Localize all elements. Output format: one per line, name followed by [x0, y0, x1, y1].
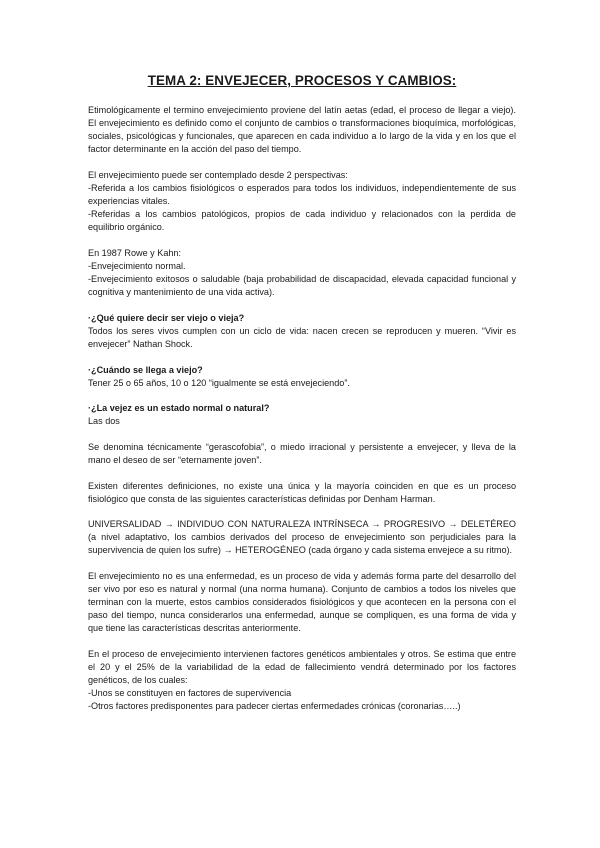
paragraph-intro: En el proceso de envejecimiento intervienen factores genéticos ambientales y otros. Se estima que entre el 20 y el 25% de la variabilidad de la edad de fallecimiento vendrá determinado por los factores genéticos, de los cuales:: [88, 649, 516, 686]
paragraph-text: UNIVERSALIDAD → INDIVIDUO CON NATURALEZA INTRÍNSECA → PROGRESIVO → DELETÉREO (a nivel adaptativo, los cambios derivados del proceso de envejecimiento son perjudiciales para la supervivencia de quien los sufre) → HETEROGÉNEO (cada órgano y cada sistema envejece a su ritmo).: [88, 519, 516, 556]
question-block-viejo: [88, 312, 516, 351]
question-heading: ·¿Qué quiere decir ser viejo o vieja?: [88, 312, 245, 323]
paragraph-definitions: [88, 480, 516, 506]
list-item: -Referidas a los cambios patológicos, propios de cada individuo y relacionados con la perdida de equilibrio orgánico.: [88, 209, 516, 233]
paragraph-intro: En 1987 Rowe y Kahn:: [88, 247, 182, 258]
paragraph-text: Se denomina técnicamente “gerascofobia”, o miedo irracional y persistente a envejecer, y lleva de la mano el deseo de ser “eternamente joven”.: [88, 441, 516, 465]
list-item: -Envejecimiento exitosos o saludable (baja probabilidad de discapacidad, elevada capacidad funcional y cognitiva y mantenimiento de una vida activa).: [88, 274, 516, 298]
question-answer: Tener 25 o 65 años, 10 o 120 “igualmente se está envejeciendo”.: [88, 377, 350, 388]
question-block-vejez: [88, 402, 516, 428]
paragraph-text: Existen diferentes definiciones, no existe una única y la mayoría coinciden en que es un proceso fisiológico que consta de las siguientes características definidas por Denham Harman.: [88, 480, 516, 504]
paragraph-perspectives: [88, 169, 516, 234]
paragraph-gerascofobia: [88, 441, 516, 467]
paragraph-etymology: [88, 104, 516, 156]
paragraph-factors: [88, 648, 516, 713]
question-answer: Las dos: [88, 416, 120, 427]
question-heading: ·¿Cuándo se llega a viejo?: [88, 364, 203, 375]
list-item: -Unos se constituyen en factores de supervivencia: [88, 688, 292, 699]
question-heading: ·¿La vejez es un estado normal o natural?: [88, 403, 270, 414]
list-item: -Referida a los cambios fisiológicos o esperados para todos los individuos, independientemente de sus experiencias vitales.: [88, 182, 516, 207]
paragraph-characteristics: [88, 518, 516, 557]
paragraph-intro: El envejecimiento puede ser contemplado desde 2 perspectivas:: [88, 169, 348, 180]
paragraph-not-disease: [88, 570, 516, 635]
question-answer: Todos los seres vivos cumplen con un ciclo de vida: nacen crecen se reproducen y mueren. “Vivir es envejecer” Nathan Shock.: [88, 325, 516, 349]
document-page: [88, 72, 516, 726]
question-block-cuando: [88, 364, 516, 390]
paragraph-text: Etimológicamente el termino envejecimiento proviene del latín aetas (edad, el proceso de llegar a viejo). El envejecimiento es definido como el conjunto de cambios o transformaciones bioquímica, morfológicas, sociales, psicológicas y funcionales, que aparecen en cada individuo a lo largo de la vida y en los que el factor determinante en la acción del paso del tiempo.: [88, 105, 516, 155]
page-title: TEMA 2: ENVEJECER, PROCESOS Y CAMBIOS:: [147, 73, 457, 88]
list-item: -Envejecimiento normal.: [88, 260, 186, 271]
list-item: -Otros factores predisponentes para padecer ciertas enfermedades crónicas (coronarias…..): [88, 701, 461, 712]
paragraph-text: El envejecimiento no es una enfermedad, es un proceso de vida y además forma parte del desarrollo del ser vivo por eso es natural y normal (una norma humana). Conjunto de cambios a todos los niveles que terminan con la muerte, estos cambios considerados fisiológicos y que acontecen en la persona con el paso del tiempo, nunca considerarlos una enfermedad, aunque se compliquen, es una forma de vida y que tiene las características descritas anteriormente.: [88, 571, 516, 634]
paragraph-rowe-kahn: [88, 247, 516, 299]
